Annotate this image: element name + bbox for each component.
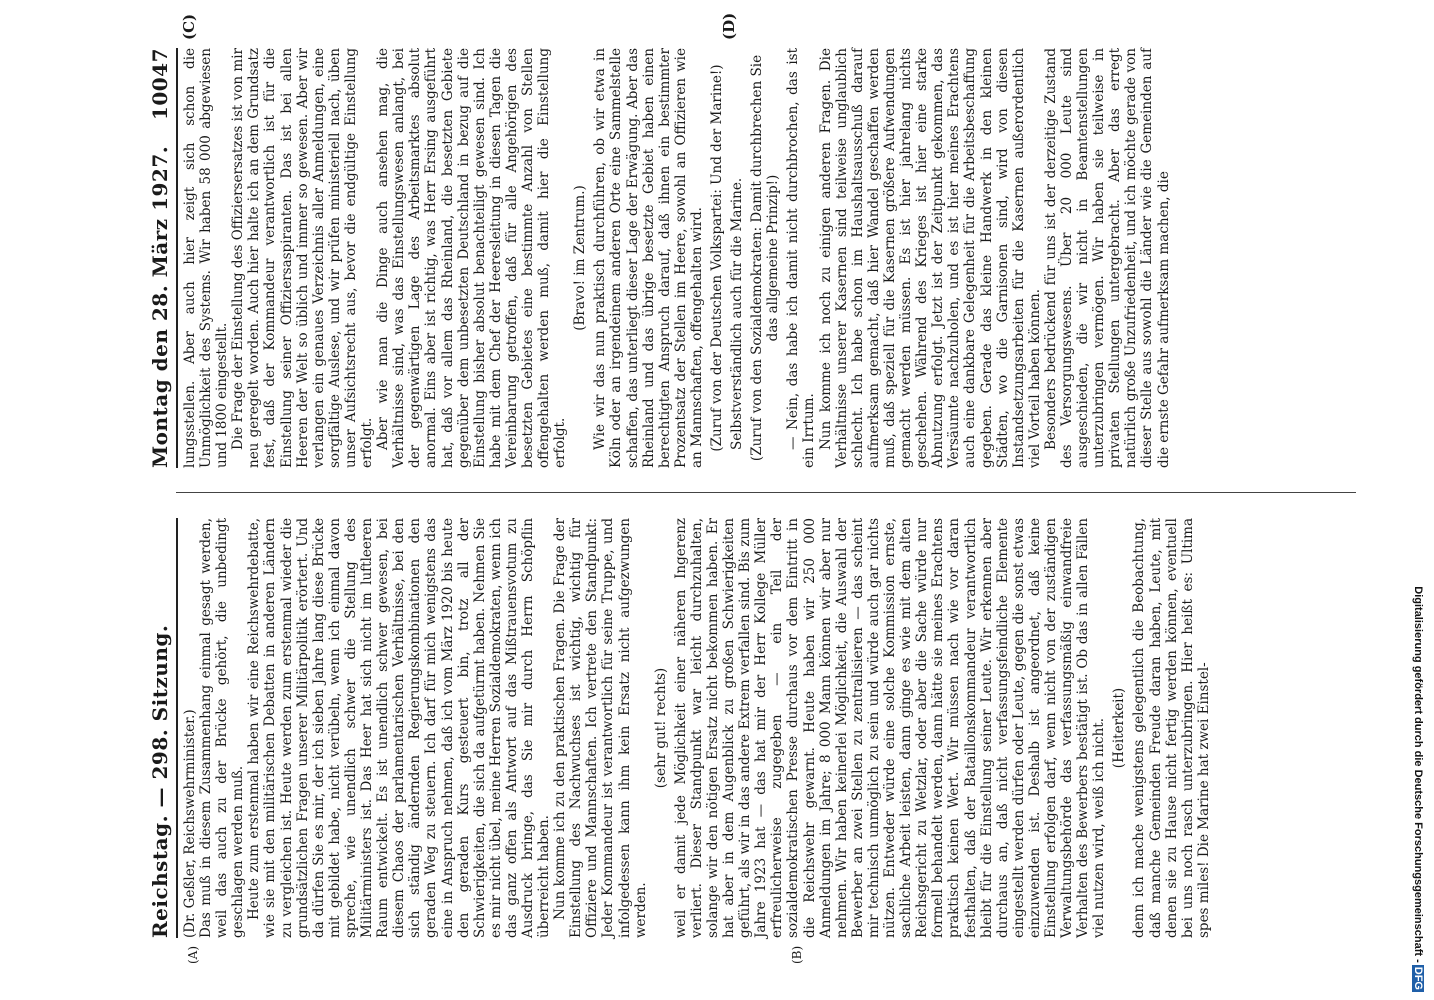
interjection: (sehr gut! rechts) — [652, 667, 669, 789]
paragraph: Nun komme ich noch zu einigen anderen Fragen. Die Verhältnisse unserer Kasernen sind teilweise unglaublich schlecht. Ich habe schon im Haushaltsausschuß darauf aufmerksam gemacht, daß hier Wandel geschaffen werden muß, daß speziell für die Kasernen größere Aufwendungen gemacht werden müssen. Es ist hier jahrelang nichts geschehen. Während des Krieges ist hier eine starke Abnutzung erfolgt. Jetzt ist der Zeitpunkt gekommen, das Versäumte nachzuholen, und es ist hier meines Erachtens auch eine dankbare Gelegenheit für die Arbeitsbeschaffung gegeben. Gerade das kleine Handwerk in den kleinen Städten, wo die Garnisonen sind, wird von diesen Instandsetzungsarbeiten für die Kasernen außerordentlich viel Vorteil haben können. — [817, 48, 1043, 468]
column-divider — [176, 492, 1356, 493]
session-title: Reichstag. — 298. Sitzung. — [148, 624, 172, 938]
interjection: (Bravo! im Zentrum.) — [572, 185, 589, 331]
paragraph: Aber wie man die Dinge auch ansehen mag, die Verhältnisse sind, was das Einstellungswesen anlangt, bei der gegenwärtigen Lage des Arbeitsmarktes absolut anormal. Eins aber ist richtig, was Herr Ersing ausgeführt hat, daß vor allem das Rheinland, die besetzten Gebiete gegenüber dem unbesetzten Deutschland in bezug auf die Einstellung bisher absolut benachteiligt gewesen sind. Ich habe mit dem Chef der Heeresleitung in diesen Tagen die Vereinbarung getroffen, daß für alle Angehörigen des besetzten Gebietes eine bestimmte Anzahl von Stellen offengehalten werden muß, damit hier die Einstellung erfolgt. — [375, 48, 569, 468]
interjection: (Zuruf von der Deutschen Volkspartei: Und der Marine!) — [709, 64, 725, 452]
margin-marker-b: (B) — [790, 945, 804, 964]
speaker-label: (Dr. Geßler, Reichswehrminister.) — [182, 709, 198, 938]
left-text-column — [176, 518, 1212, 938]
interjection: (Heiterkeit) — [1111, 687, 1128, 769]
margin-marker-a: (A) — [186, 945, 200, 964]
paragraph: Heute zum erstenmal haben wir eine Reichswehrdebatte, wie sie mit den militärischen Debatten in anderen Ländern zu vergleichen ist. Heute werden zum erstenmal wieder die grundsätzlichen Fragen unserer Militärpolitik erörtert. Und da dürfen Sie es mir, der ich sieben Jahre lang diese Brücke mit gebildet habe, nicht verübeln, wenn ich einmal davon spreche, wie unendlich schwer die Stellung des Militärministers ist. Das Heer hat sich nicht im luftleeren Raum entwickelt. Es ist unendlich schwer gewesen, bei diesem Chaos der parlamentarischen Verhältnisse, bei den sich ständig ändernden Regierungskombinationen den geraden Weg zu steuern. Ich darf für mich wenigstens das eine in Anspruch nehmen, daß ich vom März 1920 bis heute den geraden Kurs gesteuert bin, trotz all der Schwierigkeiten, die sich da aufgetürmt haben. Nehmen Sie es mir nicht übel, meine Herren Sozialdemokraten, wenn ich das ganz offen als Antwort auf das Mißtrauensvotum zu Ausdruck bringe, das Sie mir durch Herrn Schöpflin überreicht haben. — [246, 518, 553, 938]
paragraph: Selbstverständlich auch für die Marine. — [729, 177, 746, 450]
paragraph: Wie wir das nun praktisch durchführen, ob wir etwa in Köln oder an irgendeinem anderen Orte eine Sammelstelle schaffen, das unterliegt dieser Lage der Erwägung. Aber das Rheinland und das übrige besetzte Gebiet haben einen berechtigten Anspruch darauf, daß ihnen ein bestimmter Prozentsatz der Stellen im Heere, sowohl an Offizieren wie an Mannschaften, offengehalten wird. — [592, 48, 705, 468]
paragraph: Die Frage der Einstellung des Offiziersersatzes ist von mir neu geregelt worden. Auch hier halte ich an dem Grundsatz fest, daß der Kommandeur verantwortlich ist für die Einstellung seiner Offiziersaspiranten. Das ist bei allen Heeren der Welt so üblich und immer so gewesen. Aber wir verlangen ein genaues Verzeichnis aller Anmeldungen, eine sorgfältige Auslese, und wir prüfen ministeriell nach, üben unser Aufsichtsrecht aus, bevor die endgültige Einstellung erfolgt. — [230, 48, 376, 468]
credit-text: Digitalisierung gefördert durch die Deutsche Forschungsgemeinschaft - — [1412, 586, 1424, 963]
left-page-header — [138, 518, 172, 938]
paragraph: denn ich mache wenigstens gelegentlich die Beobachtung, daß manche Gemeinden Freude daran haben, Leute, mit denen sie zu Hause nicht fertig werden können, eventuell bei uns noch rasch unterzubringen. Hier heißt es: Ultima spes miles! Die Marine hat zwei Einstel- — [1131, 518, 1212, 938]
paragraph: weil er damit jede Möglichkeit einer näheren Ingerenz verliert. Dieser Standpunkt war leicht durchzuhalten, solange wir den nötigen Ersatz nicht bekommen haben. Er hat aber in dem Augenblick zu großen Schwierigkeiten geführt, als wir in das andere Extrem verfallen sind. Bis zum Jahre 1923 hat — das hat mir der Herr Kollege Müller erfreulicherweise zugegeben — ein Teil der sozialdemokratischen Presse durchaus vor dem Eintritt in die Reichswehr gewarnt. Heute haben wir 250 000 Anmeldungen im Jahre; 8 000 Mann können wir aber nur nehmen. Wir haben keinerlei Möglichkeit, die Auswahl der Bewerber an zwei Stellen zu zentralisieren — das scheint mir technisch unmöglich zu sein und würde auch gar nichts nützen. Entweder würde eine solche Kommission ernste, sachliche Arbeit leisten, dann ginge es wie mit dem alten Reichsgericht zu Wetzlar, oder aber die Sache würde nur formell behandelt werden, dann hätte sie meines Erachtens praktisch keinen Wert. Wir müssen nach wie vor daran festhalten, daß der Bataillonskommandeur verantwortlich bleibt für die Einstellung seiner Leute. Wir erkennen aber durchaus an, daß nicht verfassungsfeindliche Elemente eingestellt werden dürfen oder Leute, gegen die sonst etwas einzuwenden ist. Deshalb ist angeordnet, daß keine Einstellung erfolgen darf, wenn nicht von der zuständigen Verwaltungsbehörde das verfassungsmäßig einwandfreie Verhalten des Bewerbers bestätigt ist. Ob das in allen Fällen viel nutzen wird, weiß ich nicht. — [672, 518, 1108, 938]
dfg-badge: DFG — [1412, 966, 1424, 990]
right-text-column — [176, 48, 1172, 468]
session-date: Montag den 28. März 1927. — [148, 145, 172, 468]
margin-marker-c: (C) — [180, 13, 198, 40]
page-number: 10047 — [148, 48, 172, 121]
paragraph: Das muß in diesem Zusammenhang einmal gesagt werden, weil das auch zu der Brücke gehört, die unbedingt geschlagen werden muß. — [198, 518, 247, 938]
paragraph: — Nein, das habe ich damit nicht durchbrochen, das ist ein Irrtum. — [785, 48, 818, 468]
interjection: (Zuruf von den Sozialdemokraten: Damit durchbrechen Sie das allgemeine Prinzip!) — [749, 54, 782, 462]
paragraph: Besonders bedrückend für uns ist der derzeitige Zustand des Versorgungswesens. Über 20 000 Leute sind ausgeschieden, die wir nicht in Beamtenstellungen unterzubringen vermögen. Wir haben sie teilweise in privaten Stellungen untergebracht. Aber das erregt natürlich große Unzufriedenheit, und ich möchte gerade von dieser Stelle aus sowohl die Länder wie die Gemeinden auf die ernste Gefahr aufmerksam machen, die — [1042, 48, 1172, 468]
digitization-credit — [1412, 8, 1428, 992]
right-page-header — [138, 48, 172, 468]
paragraph: lungsstellen. Aber auch hier zeigt sich schon die Unmöglichkeit des Systems. Wir haben 58 000 abgewiesen und 1800 eingestellt. — [182, 48, 231, 468]
rotated-document-page — [60, 0, 1360, 1000]
margin-marker-d: (D) — [720, 12, 738, 40]
paragraph: Nun komme ich zu den praktischen Fragen. Die Frage der Einstellung des Nachwuchses ist wichtig, wichtig für Offiziere und Mannschaften. Ich vertrete den Standpunkt: Jeder Kommandeur ist verantwortlich für seine Truppe, und infolgedessen kann ihm kein Ersatz nicht aufgezwungen werden. — [552, 518, 649, 938]
